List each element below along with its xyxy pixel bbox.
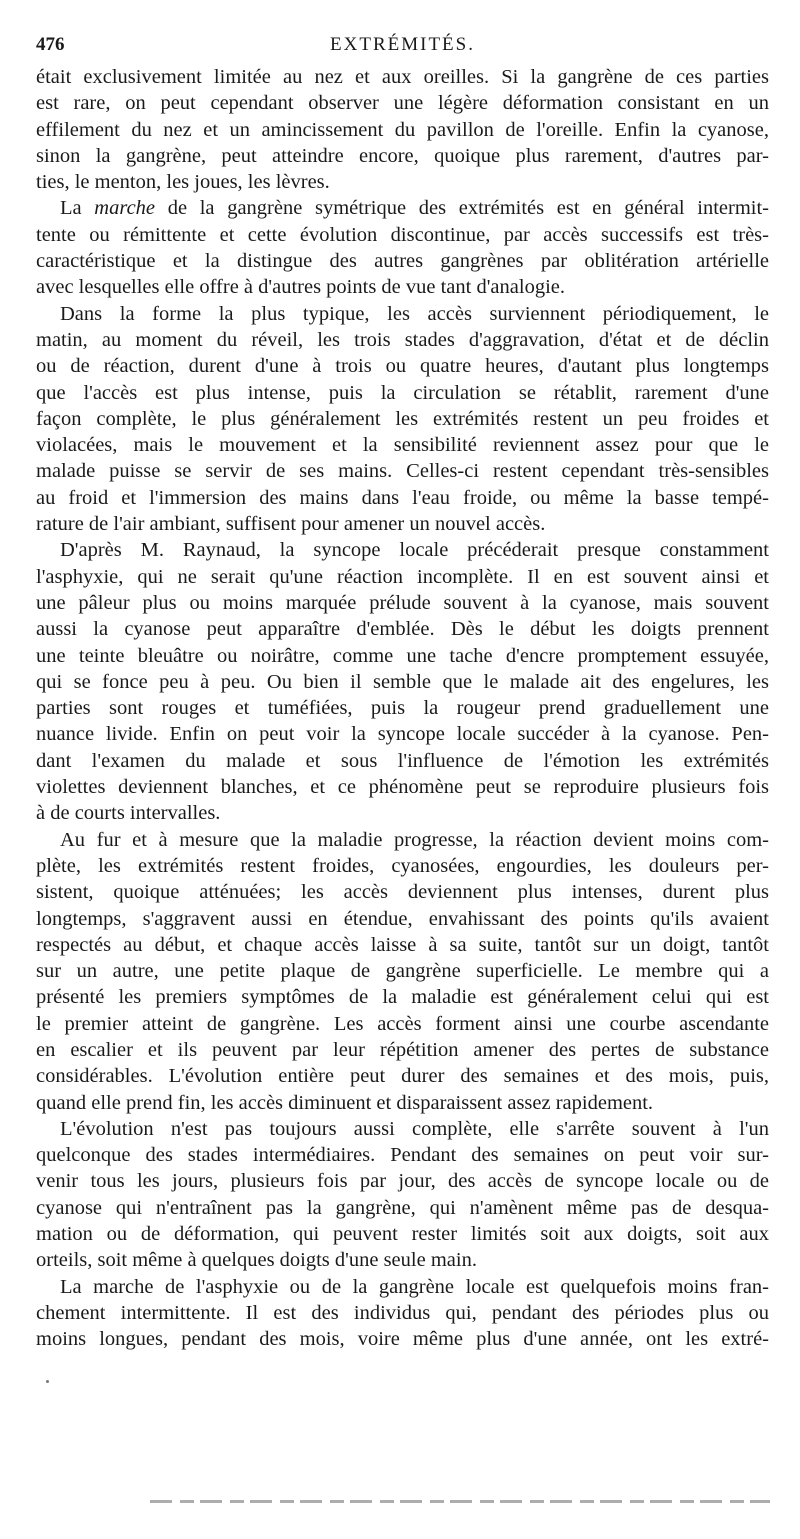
text-line: moins longues, pendant des mois, voire même plus d'une année, ont les extré- xyxy=(36,1328,769,1351)
text-line: L'évolution n'est pas toujours aussi complète, elle s'arrête souvent à l'un xyxy=(60,1117,769,1140)
paragraph xyxy=(36,827,769,1116)
running-head xyxy=(36,30,769,60)
text-line: qui se fonce peu à peu. Ou bien il semble que le malade ait des engelures, les xyxy=(36,670,769,693)
text-line: effilement du nez et un amincissement du pavillon de l'oreille. Enfin la cyanose, xyxy=(36,118,769,141)
text-line: le premier atteint de gangrène. Les accès forment ainsi une courbe ascendante xyxy=(36,1012,769,1035)
text-line: violacées, mais le mouvement et la sensibilité reviennent assez pour que le xyxy=(36,434,769,457)
text-line: avec lesquelles elle offre à d'autres points de vue tant d'analogie. xyxy=(36,276,565,299)
text-line: quelconque des stades intermédiaires. Pendant des semaines on peut voir sur- xyxy=(36,1144,769,1167)
paragraph xyxy=(36,537,769,826)
text-line: à de courts intervalles. xyxy=(36,802,221,825)
running-title: EXTRÉMITÉS. xyxy=(330,34,475,55)
text-line: mation ou de déformation, qui peuvent rester limités soit aux doigts, soit aux xyxy=(36,1223,769,1246)
line-rest: de la gangrène symétrique des extrémités est en général intermit- xyxy=(167,197,769,220)
text-line: violettes deviennent blanches, et ce phénomène peut se reproduire plusieurs fois xyxy=(36,776,769,799)
text-line: nuance livide. Enfin on peut voir la syncope locale succéder à la cyanose. Pen- xyxy=(36,723,769,746)
text-line: D'après M. Raynaud, la syncope locale précéderait presque constamment xyxy=(60,539,769,562)
paragraph xyxy=(36,64,769,195)
text-line: sinon la gangrène, peut atteindre encore, quoique plus rarement, d'autres par- xyxy=(36,144,769,167)
paragraph xyxy=(36,301,769,538)
text-line: longtemps, s'aggravent aussi en étendue, envahissant des points qu'ils avaient xyxy=(36,907,769,930)
text-line: malade puisse se servir de ses mains. Celles-ci restent cependant très-sensibles xyxy=(36,460,769,483)
text-line: une teinte bleuâtre ou noirâtre, comme une tache d'encre promptement essuyée, xyxy=(36,644,769,667)
text-line: rature de l'air ambiant, suffisent pour amener un nouvel accès. xyxy=(36,513,546,536)
body-text xyxy=(36,64,769,1353)
lead-space xyxy=(155,197,168,219)
text-line: matin, au moment du réveil, les trois stades d'aggravation, d'état et de déclin xyxy=(36,328,769,351)
text-line: une pâleur plus ou moins marquée prélude souvent à la cyanose, mais souvent xyxy=(36,591,769,614)
text-line: quand elle prend fin, les accès diminuent et disparaissent assez rapidement. xyxy=(36,1091,654,1114)
text-line: ou de réaction, durent d'une à trois ou quatre heures, d'autant plus longtemps xyxy=(36,355,769,378)
italic-term: marche xyxy=(94,197,156,220)
text-line: orteils, soit même à quelques doigts d'une seule main. xyxy=(36,1249,477,1272)
text-line: au froid et l'immersion des mains dans l'eau froide, ou même la basse tempé- xyxy=(36,486,769,509)
text-line: tente ou rémittente et cette évolution discontinue, par accès successifs est très- xyxy=(36,223,769,246)
paragraph xyxy=(36,1116,769,1274)
text-line: présenté les premiers symptômes de la maladie est généralement celui qui est xyxy=(36,986,769,1009)
text-line: ties, le menton, les joues, les lèvres. xyxy=(36,171,330,194)
text-line: est rare, on peut cependant observer une légère déformation consistant en un xyxy=(36,92,769,115)
book-page xyxy=(36,30,769,1353)
text-line: que l'accès est plus intense, puis la circulation se rétablit, rarement d'une xyxy=(36,381,769,404)
text-line: sur un autre, une petite plaque de gangrène superficielle. Le membre qui a xyxy=(36,960,769,983)
paragraph xyxy=(36,195,769,300)
text-line: caractéristique et la distingue des autres gangrènes par oblitération artérielle xyxy=(36,250,769,273)
text-line: aussi la cyanose peut apparaître d'emblée. Dès le début les doigts prennent xyxy=(36,618,769,641)
lead-text: La xyxy=(60,197,95,220)
text-line: sistent, quoique atténuées; les accès deviennent plus intenses, durent plus xyxy=(36,881,769,904)
text-line: parties sont rouges et tuméfiées, puis la rougeur prend graduellement une xyxy=(36,697,769,720)
text-line: chement intermittente. Il est des individus qui, pendant des périodes plus ou xyxy=(36,1301,769,1324)
scan-speck xyxy=(46,1380,49,1383)
text-line: venir tous les jours, plusieurs fois par jour, des accès de syncope locale ou de xyxy=(36,1170,769,1193)
text-line xyxy=(36,195,769,221)
text-line: façon complète, le plus généralement les extrémités restent un peu froides et xyxy=(36,407,769,430)
text-line: plète, les extrémités restent froides, cyanosées, engourdies, les douleurs per- xyxy=(36,854,769,877)
text-line: était exclusivement limitée au nez et aux oreilles. Si la gangrène de ces parties xyxy=(36,66,769,88)
text-line: l'asphyxie, qui ne serait qu'une réaction incomplète. Il en est souvent ainsi et xyxy=(36,565,769,588)
page-number: 476 xyxy=(36,34,65,55)
text-line: La marche de l'asphyxie ou de la gangrène locale est quelquefois moins fran- xyxy=(60,1275,769,1298)
text-line: respectés au début, et chaque accès laisse à sa suite, tantôt sur un doigt, tantôt xyxy=(36,933,769,956)
show-through-line xyxy=(150,1500,770,1503)
text-line: Au fur et à mesure que la maladie progresse, la réaction devient moins com- xyxy=(60,828,769,851)
text-line: cyanose qui n'entraînent pas la gangrène, qui n'amènent même pas de desqua- xyxy=(36,1196,769,1219)
paragraph xyxy=(36,1274,769,1353)
text-line: dant l'examen du malade et sous l'influence de l'émotion les extrémités xyxy=(36,749,769,772)
text-line: considérables. L'évolution entière peut durer des semaines et des mois, puis, xyxy=(36,1065,769,1088)
text-line: en escalier et ils peuvent par leur répétition amener des pertes de substance xyxy=(36,1038,769,1061)
text-line: Dans la forme la plus typique, les accès surviennent périodiquement, le xyxy=(60,302,769,325)
